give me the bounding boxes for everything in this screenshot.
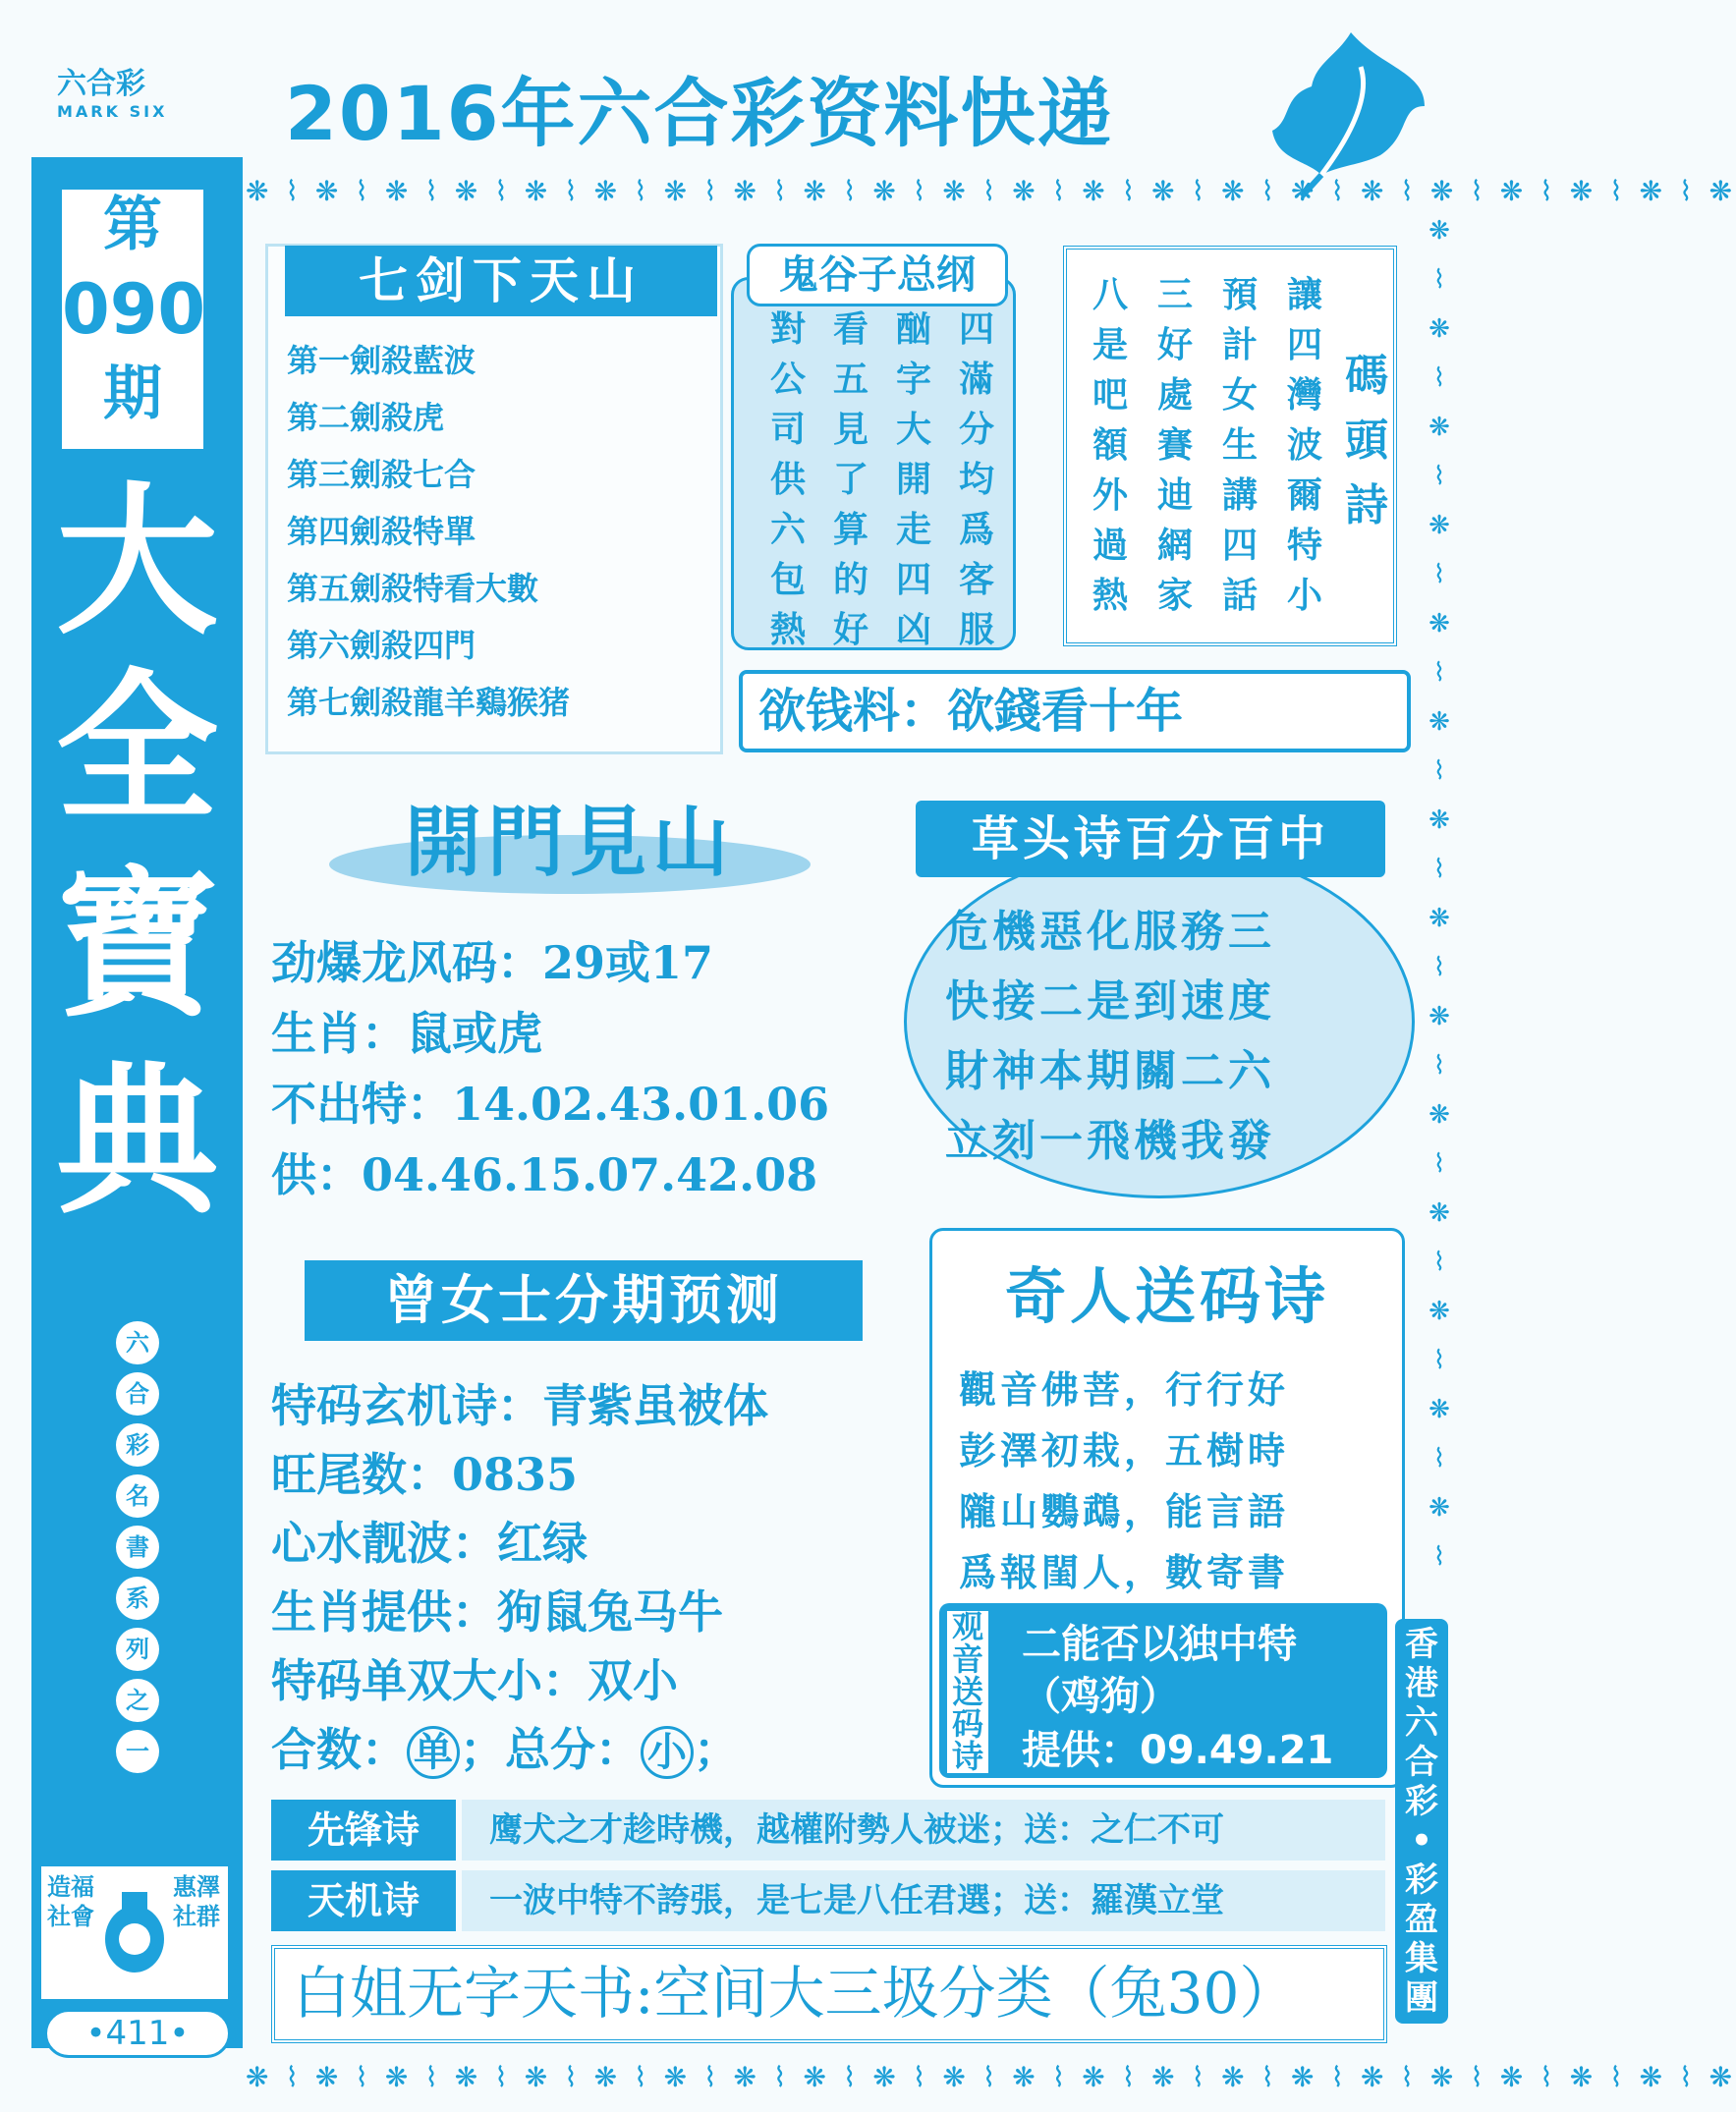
guanyin-line: 提供：09.49.21 — [1022, 1728, 1334, 1773]
xianfeng-label: 先锋诗 — [271, 1800, 456, 1861]
logo-cn: 六合彩 — [57, 67, 145, 101]
leaf-icon — [1262, 28, 1429, 199]
series-char: 一 — [116, 1730, 159, 1773]
book-title-char: 大 — [56, 468, 218, 656]
zeng-line: 特码玄机诗：青紫虽被体 — [271, 1379, 768, 1432]
seven-swords-title: 七剑下天山 — [285, 246, 717, 316]
qiren-line: 彭澤初栽，五樹時 — [959, 1428, 1290, 1473]
zeng-total-end: ； — [694, 1723, 739, 1776]
emblem-seal-icon — [102, 1888, 167, 1976]
kaimen-line: 供：04.46.15.07.42.08 — [271, 1148, 818, 1201]
series-char: 六 — [116, 1321, 159, 1364]
series-char: 彩 — [116, 1423, 159, 1467]
series-char: 名 — [116, 1474, 159, 1518]
sword-line: 第四劍殺特單 — [287, 513, 476, 550]
acrostic-column: 預計女生講四話 — [1221, 274, 1258, 616]
zeng-circled-small: 小 — [641, 1726, 694, 1779]
qiren-title: 奇人送码诗 — [1004, 1260, 1329, 1332]
emblem-left-text: 造福社會 — [47, 1873, 94, 1930]
right-ornament-column: ❋ ⌇ ❋ ⌇ ❋ ⌇ ❋ ⌇ ❋ ⌇ ❋ ⌇ ❋ ⌇ ❋ ⌇ ❋ ⌇ ❋ ⌇ ❋ ⌇ ❋ ⌇ ❋ ⌇ ❋ ⌇ — [1428, 216, 1450, 1572]
book-title-char: 典 — [56, 1047, 218, 1236]
issue-box — [59, 187, 206, 452]
acrostic-title: 碼頭詩 — [1345, 351, 1388, 530]
book-title-char: 寶 — [56, 851, 218, 1039]
issue-number: 090 — [62, 269, 206, 350]
page-title: 2016年六合彩资料快递 — [285, 70, 1114, 157]
kaimen-line: 劲爆龙风码：29或17 — [271, 936, 714, 989]
side-vertical-text: 香港六合彩•彩盈集團 — [1395, 1619, 1448, 2024]
caotou-line: 快接二是到速度 — [945, 976, 1275, 1027]
zeng-line: 特码单双大小：双小 — [271, 1654, 678, 1707]
guiguzi-column: 酗字大開走四凶 — [895, 308, 931, 650]
bottom-ornament-row: ❋ ⌇ ❋ ⌇ ❋ ⌇ ❋ ⌇ ❋ ⌇ ❋ ⌇ ❋ ⌇ ❋ ⌇ ❋ ⌇ ❋ ⌇ ❋ ⌇ ❋ ⌇ ❋ ⌇ ❋ ⌇ ❋ ⌇ ❋ ⌇ ❋ ⌇ ❋ ⌇ ❋ ⌇ ❋ ⌇ ❋ ⌇ ❋ — [246, 2061, 1736, 2093]
acrostic-column: 讓四灣波爾特小 — [1286, 274, 1322, 616]
series-char: 書 — [116, 1526, 159, 1569]
caotou-line: 危機惡化服務三 — [945, 907, 1275, 957]
sword-line: 第六劍殺四門 — [287, 627, 476, 664]
sword-line: 第一劍殺藍波 — [287, 342, 476, 379]
series-char: 合 — [116, 1372, 159, 1416]
guanyin-line: （鸡狗） — [1022, 1674, 1179, 1719]
caotou-line: 財神本期關二六 — [945, 1046, 1275, 1096]
qiren-line: 隴山鸚鵡，能言語 — [959, 1489, 1290, 1533]
guanyin-line: 二能否以独中特 — [1022, 1622, 1297, 1667]
zeng-total-line — [271, 1714, 739, 1779]
qiren-line: 爲報閨人，數寄書 — [959, 1550, 1290, 1594]
zeng-line: 心水靓波：红绿 — [271, 1517, 588, 1570]
kaimen-title: 開門見山 — [404, 799, 735, 887]
logo-en: MARK SIX — [57, 102, 168, 121]
guiguzi-column: 四滿分均爲客服 — [958, 308, 994, 650]
zeng-total-mid: ；总分： — [460, 1723, 641, 1776]
sword-line: 第七劍殺龍羊鷄猴猪 — [287, 684, 571, 721]
issue-prefix: 第 — [103, 191, 162, 259]
money-line: 欲钱料：欲錢看十年 — [739, 670, 1411, 752]
guiguzi-title: 鬼谷子总纲 — [747, 244, 1008, 306]
guanyin-label: 观音送码诗 — [947, 1611, 988, 1773]
brand-logo — [39, 59, 226, 138]
zeng-line: 旺尾数：0835 — [271, 1448, 579, 1501]
series-char: 之 — [116, 1679, 159, 1722]
guiguzi-column: 看五見了算的好 — [832, 308, 868, 650]
zeng-line: 生肖提供：狗鼠兔马牛 — [271, 1585, 723, 1639]
tianji-text: 一波中特不誇張，是七是八任君選；送：羅漢立堂 — [462, 1870, 1385, 1931]
series-char: 系 — [116, 1577, 159, 1620]
page-number: •411• — [44, 2009, 231, 2058]
emblem-box — [41, 1866, 228, 1999]
tianji-label: 天机诗 — [271, 1870, 456, 1931]
caotou-title: 草头诗百分百中 — [916, 801, 1385, 877]
book-title-char: 全 — [56, 654, 218, 843]
qiren-line: 觀音佛菩，行行好 — [959, 1367, 1290, 1412]
sword-line: 第三劍殺七合 — [287, 456, 476, 493]
sword-line: 第五劍殺特看大數 — [287, 570, 539, 607]
acrostic-column: 八是吧額外過熱 — [1092, 274, 1128, 616]
series-char: 列 — [116, 1628, 159, 1671]
sword-line: 第二劍殺虎 — [287, 399, 445, 436]
caotou-line: 立刻一飛機我發 — [945, 1116, 1275, 1166]
guiguzi-column: 對公司供六包熱 — [769, 308, 806, 650]
top-ornament-row: ❋ ⌇ ❋ ⌇ ❋ ⌇ ❋ ⌇ ❋ ⌇ ❋ ⌇ ❋ ⌇ ❋ ⌇ ❋ ⌇ ❋ ⌇ ❋ ⌇ ❋ ⌇ ❋ ⌇ ❋ ⌇ ❋ ⌇ ❋ ⌇ ❋ ⌇ ❋ ⌇ ❋ ⌇ ❋ ⌇ ❋ ⌇ ❋ — [246, 175, 1736, 207]
kaimen-line: 生肖：鼠或虎 — [271, 1007, 542, 1060]
issue-suffix: 期 — [103, 360, 162, 428]
emblem-right-text: 惠澤社群 — [173, 1873, 220, 1930]
xianfeng-text: 鹰犬之才趁時機，越權附勢人被迷；送：之仁不可 — [462, 1800, 1385, 1861]
kaimen-line: 不出特：14.02.43.01.06 — [271, 1078, 830, 1131]
baijie-box: 白姐无字天书:空间大三圾分类（兔30） — [271, 1945, 1387, 2043]
zeng-circled-odd: 单 — [407, 1726, 460, 1779]
zeng-total-prefix: 合数： — [271, 1723, 407, 1776]
acrostic-column: 三好處賽迪網家 — [1156, 274, 1193, 616]
zeng-title: 曾女士分期预测 — [305, 1260, 863, 1341]
